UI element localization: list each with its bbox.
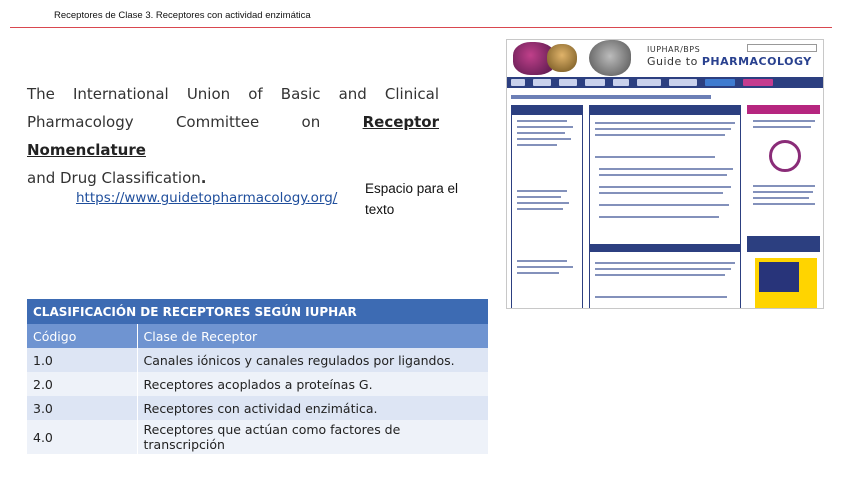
receptor-nomenclature-emphasis: Receptor Nomenclature — [27, 113, 439, 159]
protein-structure-graphic — [547, 44, 577, 72]
intro-word: and — [338, 85, 367, 103]
intro-word: Clinical — [384, 85, 439, 103]
site-text-line — [599, 174, 727, 176]
nav-item — [669, 79, 697, 86]
site-search-box — [747, 44, 817, 52]
site-text-line — [595, 268, 731, 270]
site-text-line — [753, 197, 809, 199]
nav-item — [743, 79, 773, 86]
intro-word: Basic — [280, 85, 321, 103]
site-text-line — [517, 208, 563, 210]
nav-item — [585, 79, 605, 86]
row-code: 4.0 — [27, 420, 137, 454]
receptor-classification-table — [27, 299, 488, 454]
row-class: Receptores con actividad enzimática. — [137, 396, 488, 420]
table-title: CLASIFICACIÓN DE RECEPTORES SEGÚN IUPHAR — [27, 299, 488, 324]
column-header-clase: Clase de Receptor — [137, 324, 488, 348]
header-divider — [10, 27, 832, 28]
cover-block — [759, 262, 799, 292]
site-text-line — [753, 203, 815, 205]
site-text-line — [595, 262, 735, 264]
column-header-codigo: Código — [27, 324, 137, 348]
site-text-line — [599, 186, 731, 188]
site-text-line — [517, 272, 559, 274]
intro-line-1 — [27, 80, 439, 108]
website-banner — [507, 40, 824, 77]
table-row — [27, 372, 488, 396]
site-text-line — [517, 190, 567, 192]
intro-paragraph — [27, 80, 439, 192]
site-text-line — [517, 202, 569, 204]
site-text-line — [753, 185, 815, 187]
row-class: Receptores acoplados a proteínas G. — [137, 372, 488, 396]
row-class: Canales iónicos y canales regulados por ligandos. — [137, 348, 488, 372]
page-header-title: Receptores de Clase 3. Receptores con actividad enzimática — [54, 10, 311, 21]
intro-word: The — [27, 85, 55, 103]
site-logo-guide: Guide to — [647, 55, 702, 68]
site-text-line — [517, 144, 557, 146]
site-concise-guide-header — [747, 236, 820, 252]
intro-word: International — [72, 85, 169, 103]
nav-item — [533, 79, 551, 86]
intro-word: of — [248, 85, 263, 103]
nav-item — [637, 79, 661, 86]
table-row — [27, 420, 488, 454]
site-column-header — [747, 105, 820, 114]
guidetopharmacology-link[interactable]: https://www.guidetopharmacology.org/ — [76, 190, 338, 206]
intro-line-3-text: and Drug Classification — [27, 169, 201, 187]
nav-item — [613, 79, 629, 86]
site-text-line — [517, 138, 571, 140]
site-text-line — [517, 266, 573, 268]
site-text-line — [517, 120, 567, 122]
site-text-line — [517, 196, 561, 198]
site-column-header — [590, 106, 740, 115]
intro-line-2 — [27, 108, 439, 164]
site-text-line — [595, 134, 725, 136]
site-logo-name: PHARMACOLOGY — [701, 55, 812, 68]
site-text-line — [595, 122, 735, 124]
table-row — [27, 348, 488, 372]
intro-line-3-period: . — [200, 169, 207, 187]
table-header-row — [27, 324, 488, 348]
site-text-line — [595, 296, 727, 298]
site-logo-iuphar: IUPHAR/BPS — [647, 45, 701, 54]
site-text-line — [753, 191, 813, 193]
row-code: 1.0 — [27, 348, 137, 372]
nav-item — [559, 79, 577, 86]
site-logo — [647, 55, 812, 68]
placeholder-text-note: Espacio para el texto — [365, 181, 459, 217]
site-text-line — [599, 168, 733, 170]
intro-word: Union — [186, 85, 231, 103]
protein-structure-graphic — [589, 40, 631, 76]
site-text-line — [595, 156, 715, 158]
site-text-line — [517, 260, 567, 262]
nav-item — [511, 79, 525, 86]
site-molecule-graphic — [769, 140, 801, 172]
site-text-line — [753, 126, 811, 128]
row-code: 3.0 — [27, 396, 137, 420]
site-text-line — [595, 274, 725, 276]
intro-line-2-prefix: Pharmacology Committee on — [27, 113, 363, 131]
row-code: 2.0 — [27, 372, 137, 396]
site-left-column — [511, 105, 583, 309]
site-text-line — [599, 204, 729, 206]
site-text-line — [517, 132, 565, 134]
table-row — [27, 396, 488, 420]
site-text-line — [511, 95, 711, 99]
website-screenshot-image — [506, 39, 824, 309]
concise-guide-cover — [755, 258, 817, 309]
site-text-line — [599, 192, 723, 194]
site-nav-bar — [507, 77, 824, 88]
site-text-line — [753, 120, 815, 122]
site-column-header — [512, 106, 582, 115]
row-class: Receptores que actúan como factores de transcripción — [137, 420, 488, 454]
site-text-line — [517, 126, 573, 128]
site-news-header — [589, 244, 741, 252]
site-text-line — [599, 216, 719, 218]
nav-item — [705, 79, 735, 86]
site-text-line — [595, 128, 731, 130]
